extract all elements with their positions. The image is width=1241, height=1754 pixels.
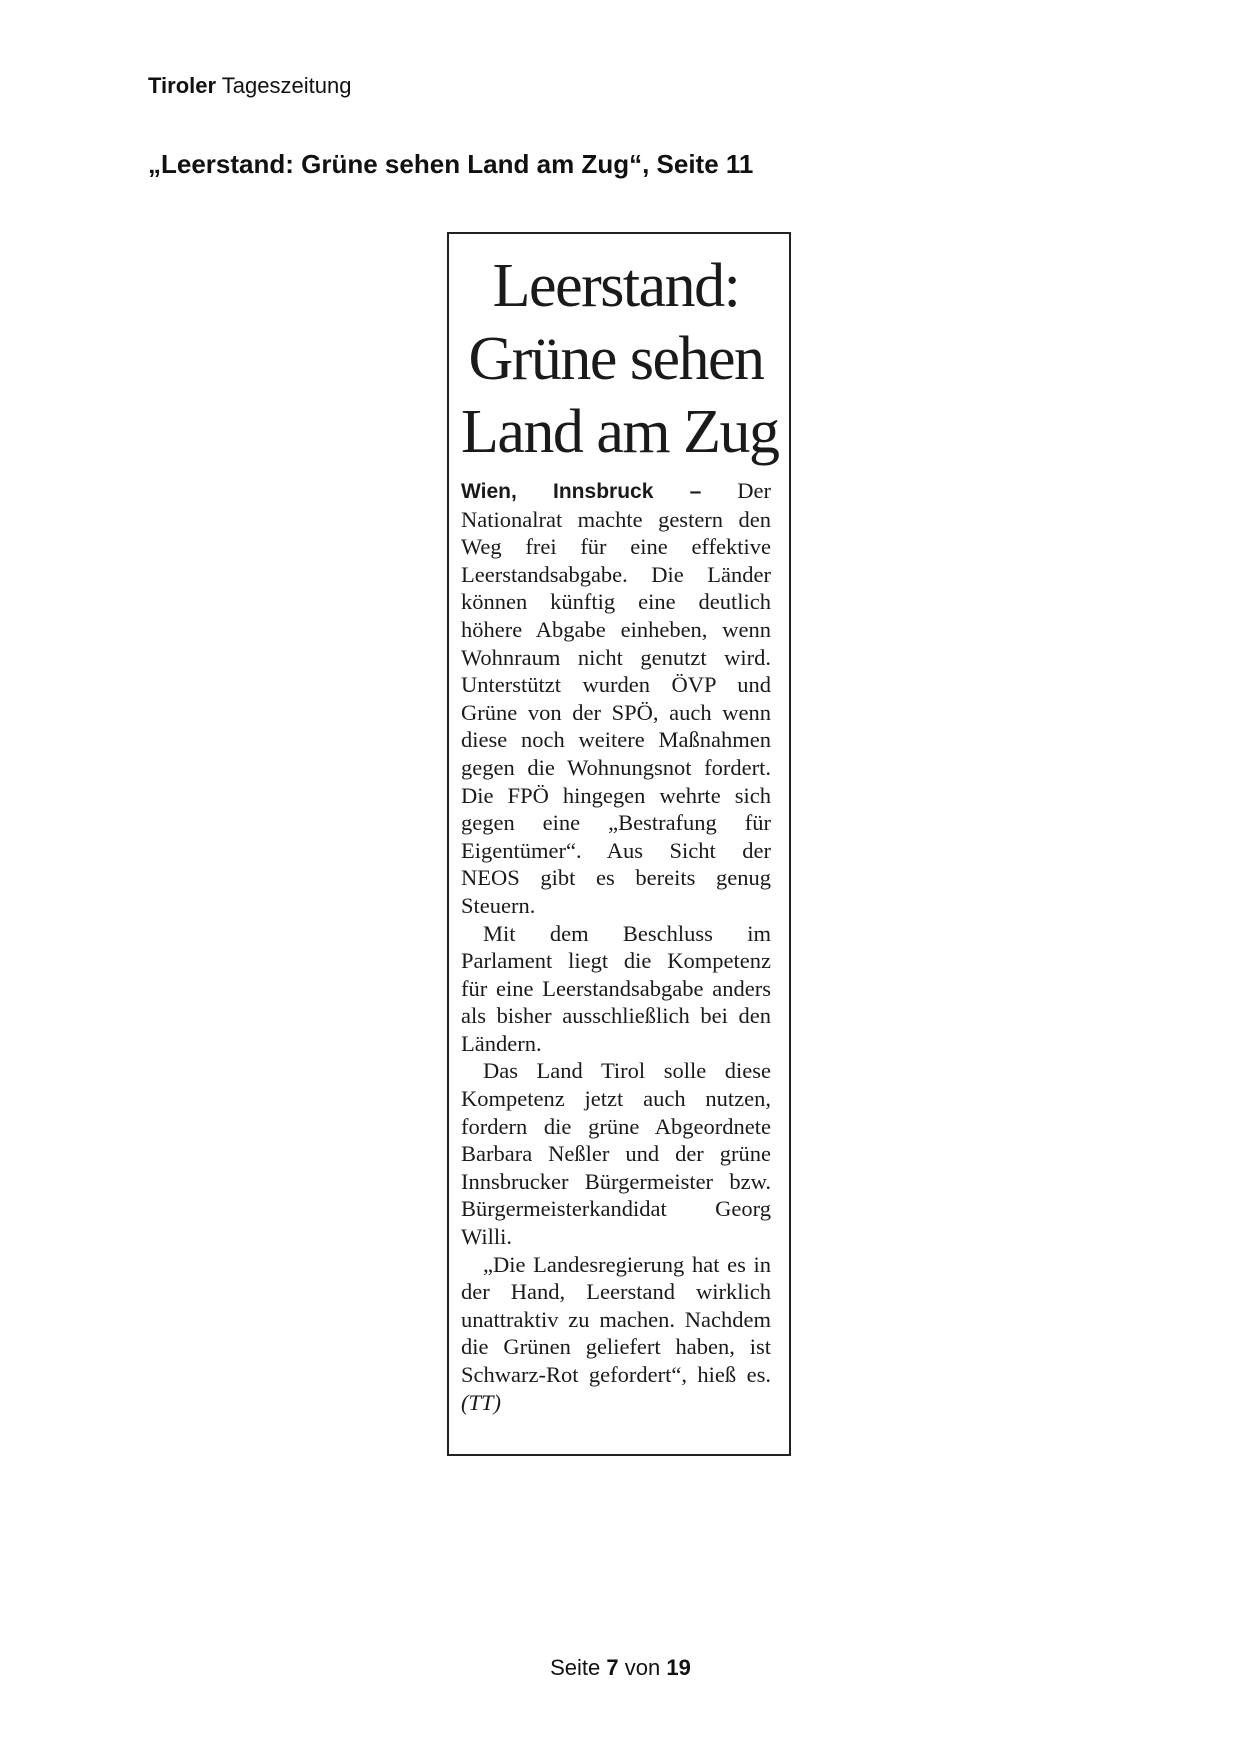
- publication-name-bold: Tiroler: [148, 73, 217, 98]
- article-heading: „Leerstand: Grüne sehen Land am Zug“, Seite 11: [148, 149, 754, 179]
- page-number: [0, 1654, 1241, 1682]
- paragraph-text: „Die Landesregierung hat es in der Hand, Leerstand wirklich unattraktiv zu machen. Nachdem die Grünen geliefert haben, ist Schwarz-Rot gefordert“, hieß es.: [461, 1251, 771, 1387]
- publication-name-regular: Tageszeitung: [221, 73, 352, 98]
- clipping-paragraph: [461, 477, 771, 920]
- clipping-headline-line: Land am Zug: [461, 398, 779, 466]
- clipping-headline-line: Grüne sehen: [468, 325, 764, 393]
- total-pages: 19: [666, 1655, 691, 1680]
- current-page: 7: [606, 1655, 619, 1680]
- clipping-paragraph: Mit dem Beschluss im Parlament liegt die Kompetenz für eine Leerstandsabgabe anders als bisher ausschließlich bei den Ländern.: [461, 920, 771, 1056]
- clipping-body: [461, 477, 771, 1416]
- newspaper-clipping: [447, 232, 791, 1456]
- paragraph-text: Der Nationalrat machte gestern den Weg frei für eine effektive Leerstandsabgabe. Die Länder können künftig eine deutlich höhere Abgabe einheben, wenn Wohnraum nicht genutzt wird. Unterstützt wurden ÖVP und Grüne von der SPÖ, auch wenn diese noch weitere Maßnahmen gegen die Wohnungsnot fordert. Die FPÖ hingegen wehrte sich gegen eine „Bestrafung für Eigentümer“. Aus Sicht der NEOS gibt es bereits genug Steuern.: [461, 478, 771, 918]
- clipping-paragraph: [461, 1251, 771, 1417]
- clipping-headline: [461, 250, 779, 469]
- page-number-prefix: Seite: [550, 1655, 601, 1680]
- clipping-paragraph: Das Land Tirol solle diese Kompetenz jetzt auch nutzen, fordern die grüne Abgeordnete Barbara Neßler und der grüne Innsbrucker Bürgermeister bzw. Bürgermeisterkandidat Georg Willi.: [461, 1058, 771, 1250]
- dateline: Wien, Innsbruck –: [461, 480, 702, 503]
- byline: (TT): [461, 1389, 502, 1415]
- page-number-middle: von: [624, 1655, 661, 1680]
- publication-name: [148, 72, 351, 100]
- clipping-headline-line: Leerstand:: [492, 252, 740, 320]
